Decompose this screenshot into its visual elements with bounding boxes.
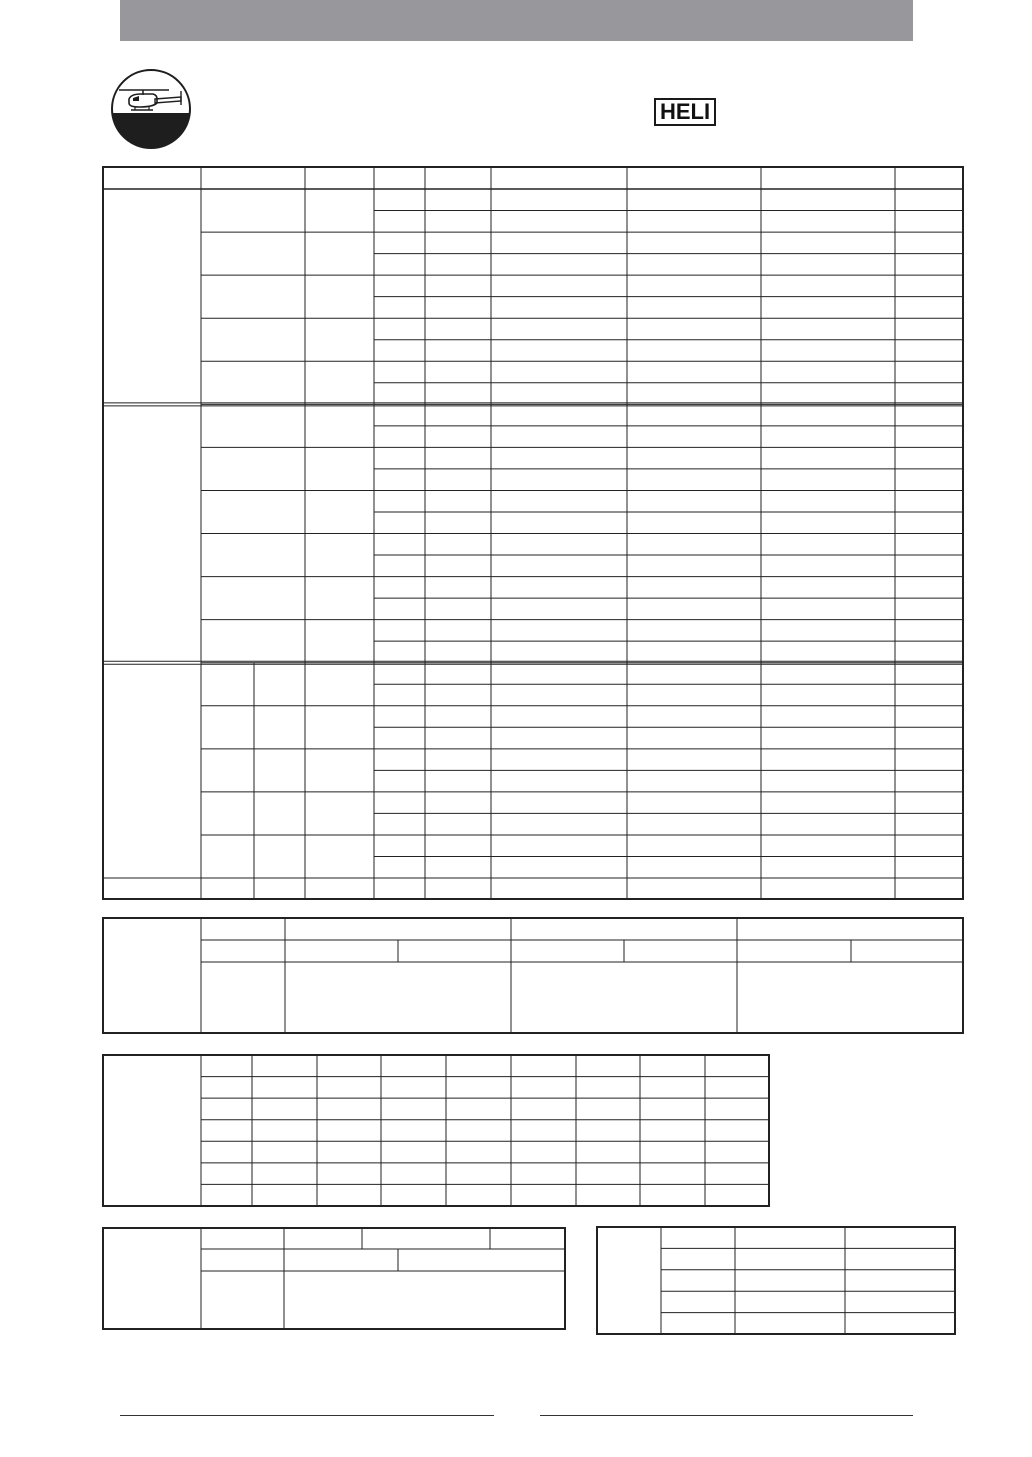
- timer-table-border: [103, 918, 963, 1033]
- channel-table-border: [597, 1227, 955, 1334]
- model-type-badge: HELI: [654, 98, 716, 126]
- trainer-table-border: [103, 1228, 565, 1329]
- footer-rule-right: [540, 1415, 913, 1416]
- curve-table-border: [103, 1055, 769, 1206]
- footer-rule-left: [120, 1415, 494, 1416]
